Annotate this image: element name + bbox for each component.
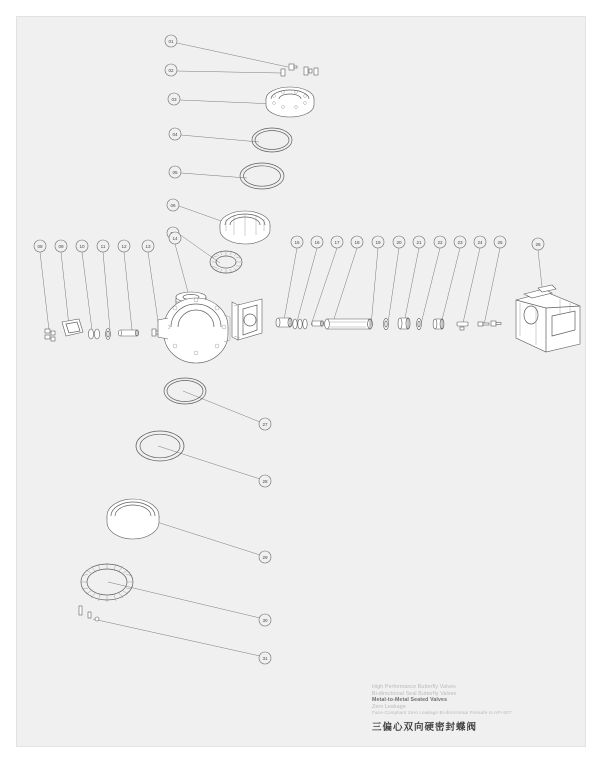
svg-text:19: 19 (375, 240, 381, 245)
svg-text:22: 22 (437, 240, 443, 245)
callout-15 (291, 236, 303, 248)
svg-text:18: 18 (354, 240, 360, 245)
callout-22 (434, 236, 446, 248)
callout-13 (142, 240, 154, 252)
part-27-oring (164, 378, 206, 404)
svg-text:27: 27 (262, 422, 268, 427)
callout-30 (259, 614, 271, 626)
svg-text:31: 31 (262, 656, 268, 661)
svg-text:30: 30 (262, 618, 268, 623)
part-02-fasteners (281, 67, 318, 76)
callout-25 (494, 236, 506, 248)
part-31-pins (79, 606, 99, 621)
svg-text:03: 03 (171, 97, 177, 102)
svg-text:20: 20 (396, 240, 402, 245)
caption-line-2: Bi-directional Seal Butterfly Valves (372, 690, 457, 697)
caption-line-3: Metal-to-Metal Seated Valves (372, 697, 448, 703)
part-29-seat-ring (107, 499, 159, 539)
svg-text:25: 25 (497, 240, 503, 245)
callout-01 (165, 35, 177, 47)
svg-text:01: 01 (168, 39, 174, 44)
part-30-spiral-wound-gasket (81, 563, 133, 602)
svg-text:16: 16 (314, 240, 320, 245)
part-21-sleeve (398, 318, 410, 329)
svg-text:02: 02 (168, 68, 174, 73)
part-01-bolt (289, 64, 297, 70)
part-04-oring (252, 128, 292, 152)
callout-10 (76, 240, 88, 252)
svg-text:26: 26 (535, 242, 541, 247)
callout-09 (55, 240, 67, 252)
callout-24 (474, 236, 486, 248)
svg-text:15: 15 (294, 240, 300, 245)
callout-17 (331, 236, 343, 248)
svg-text:05: 05 (172, 170, 178, 175)
callout-28 (259, 475, 271, 487)
callout-20 (393, 236, 405, 248)
callout-06 (167, 199, 179, 211)
part-22-washer (417, 318, 422, 329)
callout-04 (169, 128, 181, 140)
callout-31 (259, 652, 271, 664)
part-28-oring (136, 431, 184, 461)
svg-text:28: 28 (262, 479, 268, 484)
callout-21 (413, 236, 425, 248)
part-25-set-screws (478, 321, 501, 326)
callout-29 (259, 551, 271, 563)
part-16-packing-gland (276, 318, 292, 327)
svg-text:24: 24 (477, 240, 483, 245)
caption-line-1: High Performance Butterfly Valves (372, 684, 456, 690)
svg-text:06: 06 (170, 203, 176, 208)
callout-leader-lines (40, 43, 543, 656)
callout-19 (372, 236, 384, 248)
caption-line-4: Zero Leakage (372, 703, 406, 710)
part-10-washers (88, 329, 99, 339)
part-17-packing-rings (293, 319, 307, 329)
part-12-pin (118, 330, 138, 336)
part-06-seal-ring (220, 211, 270, 244)
part-07-spiral-gasket (210, 251, 242, 274)
callout-bubbles (34, 35, 544, 664)
part-09-blind-cover (62, 319, 83, 336)
callout-18 (351, 236, 363, 248)
callout-14 (169, 232, 181, 244)
caption-chinese-title: 三偏心双向硬密封蝶阀 (372, 721, 478, 733)
part-26-gear-operator (516, 285, 580, 352)
caption-line-5: Face-Compliant Zero Leakage Bi-directional Firesafe to API 607 (372, 710, 512, 715)
callout-27 (259, 418, 271, 430)
svg-text:08: 08 (37, 244, 43, 249)
svg-text:10: 10 (79, 244, 85, 249)
svg-text:11: 11 (100, 244, 106, 249)
callout-16 (311, 236, 323, 248)
part-18-shaft-pin (312, 321, 324, 326)
svg-text:09: 09 (58, 244, 64, 249)
part-24-key (457, 322, 468, 330)
svg-text:12: 12 (121, 244, 127, 249)
callout-02 (165, 64, 177, 76)
callout-08 (34, 240, 46, 252)
callout-05 (169, 166, 181, 178)
part-03-gland-flange (266, 87, 314, 117)
svg-text:13: 13 (145, 244, 151, 249)
part-11-bushing (106, 329, 111, 340)
callout-03 (168, 93, 180, 105)
svg-text:23: 23 (457, 240, 463, 245)
svg-text:29: 29 (262, 555, 268, 560)
part-19-drive-shaft (325, 319, 373, 329)
part-08-nuts (45, 329, 55, 341)
part-15-bracket (232, 299, 262, 340)
caption-block (372, 684, 572, 734)
part-05-oring (240, 163, 284, 189)
callout-23 (454, 236, 466, 248)
svg-text:14: 14 (172, 236, 178, 241)
part-20-bushing (383, 318, 388, 329)
callout-11 (97, 240, 109, 252)
callout-26 (532, 238, 544, 250)
svg-text:04: 04 (172, 132, 178, 137)
svg-text:17: 17 (334, 240, 340, 245)
svg-text:21: 21 (416, 240, 422, 245)
part-23-spacer (433, 319, 444, 329)
callout-12 (118, 240, 130, 252)
part-14-valve-body (158, 292, 230, 363)
